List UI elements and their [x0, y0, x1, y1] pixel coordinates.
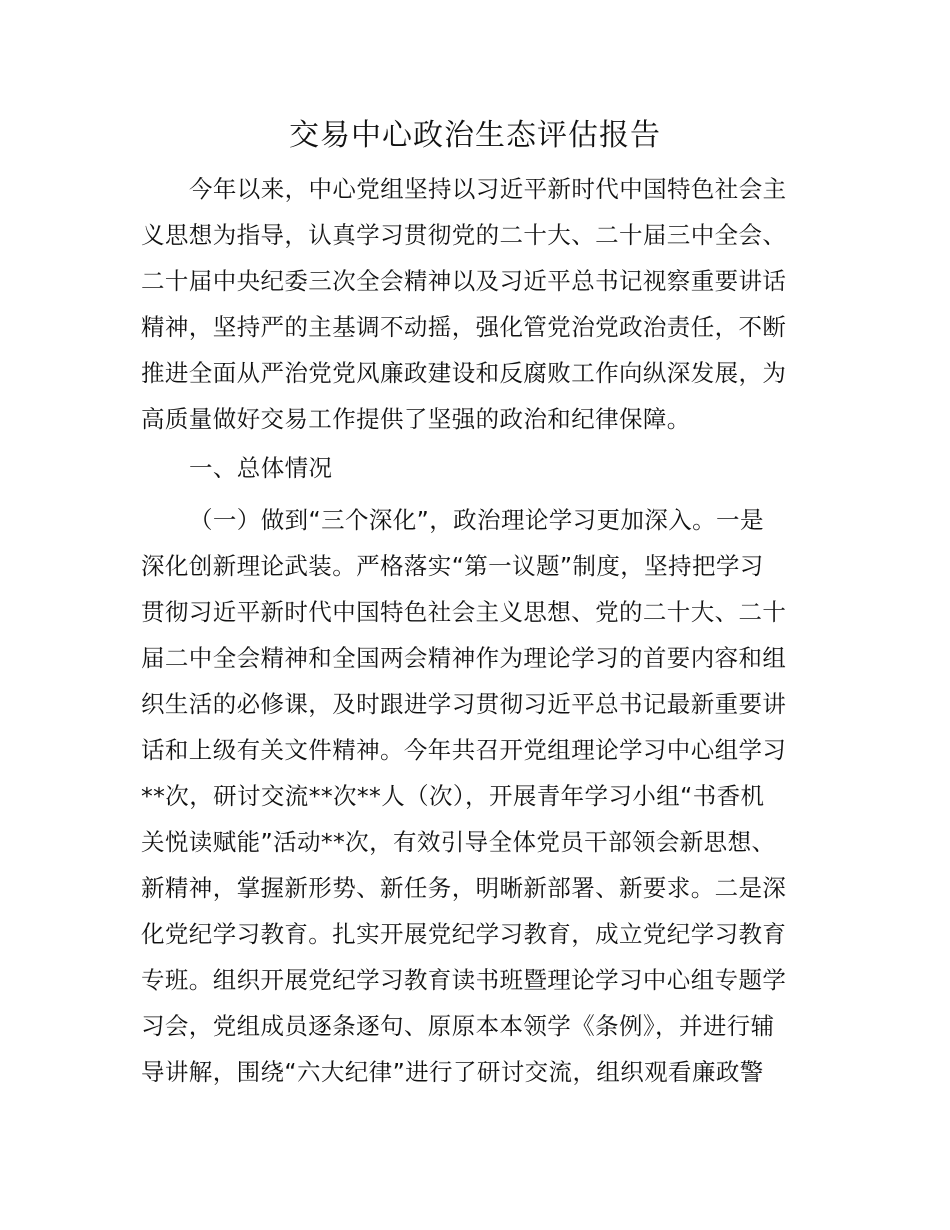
paragraph-line: 深化创新理论武装。严格落实“第一议题”制度，坚持把学习 — [141, 552, 764, 580]
paragraph-line: 义思想为指导，认真学习贯彻党的二十大、二十届三中全会、 — [141, 221, 787, 249]
paragraph-line: 今年以来，中心党组坚持以习近平新时代中国特色社会主 — [189, 175, 787, 203]
paragraph-line: 推进全面从严治党党风廉政建设和反腐败工作向纵深发展，为 — [141, 359, 787, 387]
paragraph-line: **次，研讨交流**次**人（次），开展青年学习小组“书香机 — [141, 782, 765, 810]
paragraph-line: 高质量做好交易工作提供了坚强的政治和纪律保障。 — [141, 405, 691, 433]
paragraph-line: 关悦读赋能”活动**次，有效引导全体党员干部领会新思想、 — [141, 828, 776, 856]
paragraph-line: 专班。组织开展党纪学习教育读书班暨理论学习中心组专题学 — [141, 966, 787, 994]
paragraph-line: 贯彻习近平新时代中国特色社会主义思想、党的二十大、二十 — [141, 598, 787, 626]
paragraph-line: 织生活的必修课，及时跟进学习贯彻习近平总书记最新重要讲 — [141, 690, 787, 718]
paragraph-line: 导讲解，围绕“六大纪律”进行了研讨交流，组织观看廉政警 — [141, 1058, 764, 1086]
paragraph-line: 届二中全会精神和全国两会精神作为理论学习的首要内容和组 — [141, 644, 787, 672]
document-title: 交易中心政治生态评估报告 — [289, 118, 661, 153]
paragraph-line: 精神，坚持严的主基调不动摇，强化管党治党政治责任，不断 — [141, 313, 787, 341]
paragraph-line: 化党纪学习教育。扎实开展党纪学习教育，成立党纪学习教育 — [141, 920, 787, 948]
section-heading: 一、总体情况 — [189, 454, 333, 482]
paragraph-line: （一）做到“三个深化”，政治理论学习更加深入。一是 — [189, 506, 764, 534]
paragraph-line: 新精神，掌握新形势、新任务，明晰新部署、新要求。二是深 — [141, 874, 787, 902]
paragraph-line: 话和上级有关文件精神。今年共召开党组理论学习中心组学习 — [141, 736, 787, 764]
paragraph-line: 二十届中央纪委三次全会精神以及习近平总书记视察重要讲话 — [141, 267, 787, 295]
paragraph-line: 习会，党组成员逐条逐句、原原本本领学《条例》，并进行辅 — [141, 1012, 775, 1040]
